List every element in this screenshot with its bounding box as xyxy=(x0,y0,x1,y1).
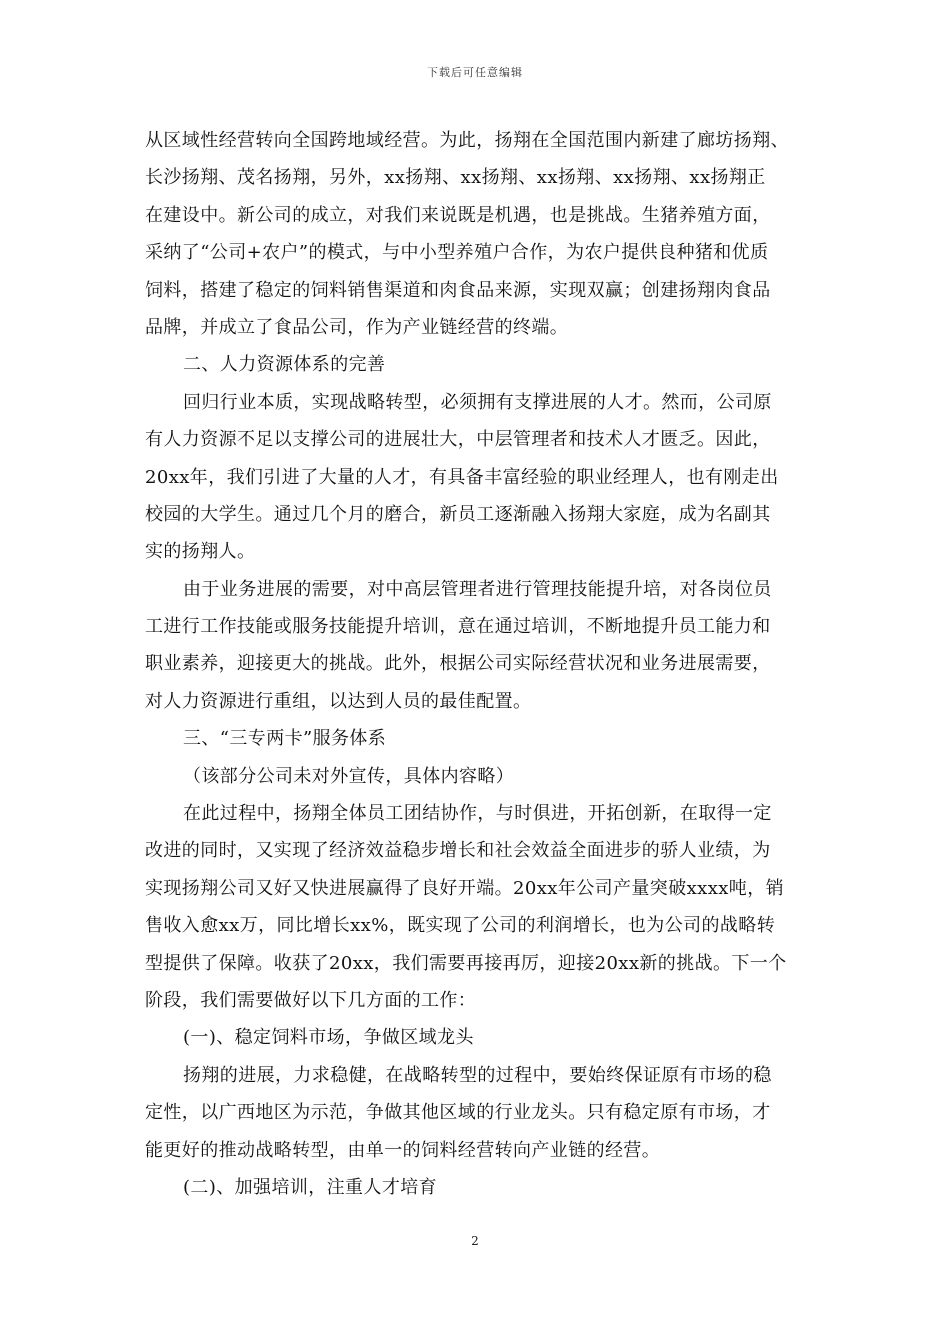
body-line: 从区域性经营转向全国跨地域经营。为此，扬翔在全国范围内新建了廊坊扬翔、 xyxy=(145,130,789,151)
body-line: 校园的大学生。通过几个月的磨合，新员工逐渐融入扬翔大家庭，成为名副其 xyxy=(145,503,771,525)
body-line: 实的扬翔人。 xyxy=(145,541,256,563)
page-header: 下载后可任意编辑 xyxy=(427,66,523,79)
section-heading: 二、人力资源体系的完善 xyxy=(183,354,386,376)
subsection-heading: (二)、加强培训，注重人才培育 xyxy=(183,1176,438,1198)
paragraph-start: 在此过程中，扬翔全体员工团结协作，与时俱进，开拓创新，在取得一定 xyxy=(183,803,772,825)
body-line: 改进的同时，又实现了经济效益稳步增长和社会效益全面进步的骄人业绩，为 xyxy=(145,840,771,862)
document-body xyxy=(145,122,811,1206)
paragraph-start: 由于业务进展的需要，对中高层管理者进行管理技能提升培，对各岗位员 xyxy=(183,578,772,600)
body-line: 有人力资源不足以支撑公司的进展壮大，中层管理者和技术人才匮乏。因此， xyxy=(145,429,771,451)
note-line: （该部分公司未对外宣传，具体内容略） xyxy=(183,765,515,787)
body-line: 长沙扬翔、茂名扬翔，另外，xx扬翔、xx扬翔、xx扬翔、xx扬翔、xx扬翔正 xyxy=(145,167,766,189)
body-line: 20xx年，我们引进了大量的人才，有具备丰富经验的职业经理人，也有刚走出 xyxy=(145,466,779,488)
page-number: 2 xyxy=(471,1234,479,1248)
paragraph-start: 回归行业本质，实现战略转型，必须拥有支撑进展的人才。然而，公司原 xyxy=(183,391,772,413)
subsection-heading: (一)、稳定饲料市场，争做区域龙头 xyxy=(183,1027,474,1049)
body-line: 能更好的推动战略转型，由单一的饲料经营转向产业链的经营。 xyxy=(145,1139,661,1161)
body-line: 实现扬翔公司又好又快进展赢得了良好开端。20xx年公司产量突破xxxx吨，销 xyxy=(145,877,785,899)
body-line: 阶段，我们需要做好以下几方面的工作： xyxy=(145,989,477,1011)
body-line: 品牌，并成立了食品公司，作为产业链经营的终端。 xyxy=(145,316,569,338)
paragraph-start: 扬翔的进展，力求稳健，在战略转型的过程中，要始终保证原有市场的稳 xyxy=(183,1064,772,1086)
body-line: 职业素养，迎接更大的挑战。此外，根据公司实际经营状况和业务进展需要， xyxy=(145,653,771,675)
body-line: 定性，以广西地区为示范，争做其他区域的行业龙头。只有稳定原有市场，才 xyxy=(145,1102,771,1124)
body-line: 售收入愈xx万，同比增长xx%，既实现了公司的利润增长，也为公司的战略转 xyxy=(145,915,776,937)
body-line: 饲料，搭建了稳定的饲料销售渠道和肉食品来源，实现双赢；创建扬翔肉食品 xyxy=(145,279,771,301)
section-heading: 三、“三专两卡”服务体系 xyxy=(183,728,387,750)
body-line: 在建设中。新公司的成立，对我们来说既是机遇，也是挑战。生猪养殖方面， xyxy=(145,204,771,226)
body-line: 工进行工作技能或服务技能提升培训，意在通过培训，不断地提升员工能力和 xyxy=(145,616,771,638)
body-line: 对人力资源进行重组，以达到人员的最佳配置。 xyxy=(145,690,532,712)
body-line: 型提供了保障。收获了20xx，我们需要再接再厉，迎接20xx新的挑战。下一个 xyxy=(145,952,787,974)
body-line: 采纳了“公司+农户”的模式，与中小型养殖户合作，为农户提供良种猪和优质 xyxy=(145,242,769,264)
